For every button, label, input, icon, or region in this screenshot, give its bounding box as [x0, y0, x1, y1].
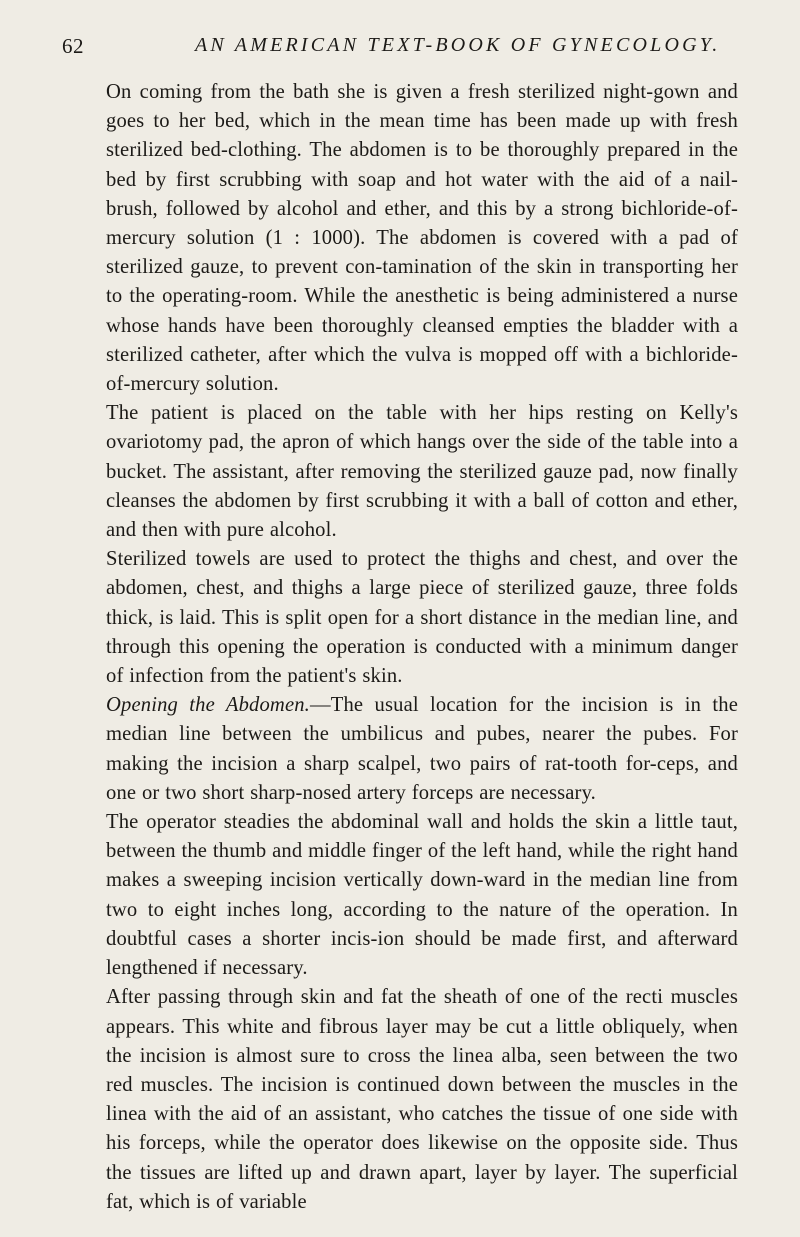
- paragraph-text: The operator steadies the abdominal wall and holds the skin a little taut, between the thumb and middle finger of the left hand, while the right hand makes a sweeping incision vertically down-ward in the median line from two to eight inches long, according to the nature of the operation. In doubtful cases a shorter incis-ion should be made first, and afterward lengthened if necessary.: [106, 811, 738, 980]
- paragraph: [106, 808, 738, 983]
- running-title: AN AMERICAN TEXT-BOOK OF GYNECOLOGY.: [195, 34, 721, 56]
- paragraph-text: The patient is placed on the table with her hips resting on Kelly's ovariotomy pad, the apron of which hangs over the side of the table into a bucket. The assistant, after removing the sterilized gauze pad, now finally cleanses the abdomen by first scrubbing it with a ball of cotton and ether, and then with pure alcohol.: [106, 402, 738, 542]
- paragraph: [106, 399, 738, 545]
- paragraph-text: On coming from the bath she is given a fresh sterilized night-gown and goes to her bed, which in the mean time has been made up with fresh sterilized bed-clothing. The abdomen is to be thoroughly prepared in the bed by first scrubbing with soap and hot water with the aid of a nail-brush, followed by alcohol and ether, and this by a strong bichloride-of-mercury solution (1 : 1000). The abdomen is covered with a pad of sterilized gauze, to prevent con-tamination of the skin in transporting her to the operating-room. While the anesthetic is being administered a nurse whose hands have been thoroughly cleansed empties the bladder with a sterilized catheter, after which the vulva is mopped off with a bichloride-of-mercury solution.: [106, 81, 738, 396]
- paragraph: [106, 545, 738, 691]
- running-header: [0, 34, 800, 58]
- body-text: [106, 78, 738, 1217]
- paragraph-text: Sterilized towels are used to protect the thighs and chest, and over the abdomen, chest, and thighs a large piece of sterilized gauze, three folds thick, is laid. This is split open for a short distance in the median line, and through this opening the operation is conducted with a minimum danger of infection from the patient's skin.: [106, 548, 738, 688]
- paragraph: [106, 983, 738, 1217]
- paragraph-text: After passing through skin and fat the sheath of one of the recti muscles appears. This white and fibrous layer may be cut a little obliquely, when the incision is almost sure to cross the linea alba, seen between the two red muscles. The incision is continued down between the muscles in the linea with the aid of an assistant, who catches the tissue of one side with his forceps, while the operator does likewise on the opposite side. Thus the tissues are lifted up and drawn apart, layer by layer. The superficial fat, which is of variable: [106, 986, 738, 1213]
- page-number: 62: [62, 34, 84, 58]
- paragraph: [106, 78, 738, 399]
- section-heading: Opening the Abdomen.: [106, 694, 310, 717]
- paragraph-text: —The usual location for the incision is in the median line between the umbilicus and pubes, nearer the pubes. For making the incision a sharp scalpel, two pairs of rat-tooth for-ceps, and one or two short sharp-nosed artery forceps are necessary.: [106, 694, 738, 804]
- paragraph: [106, 691, 738, 808]
